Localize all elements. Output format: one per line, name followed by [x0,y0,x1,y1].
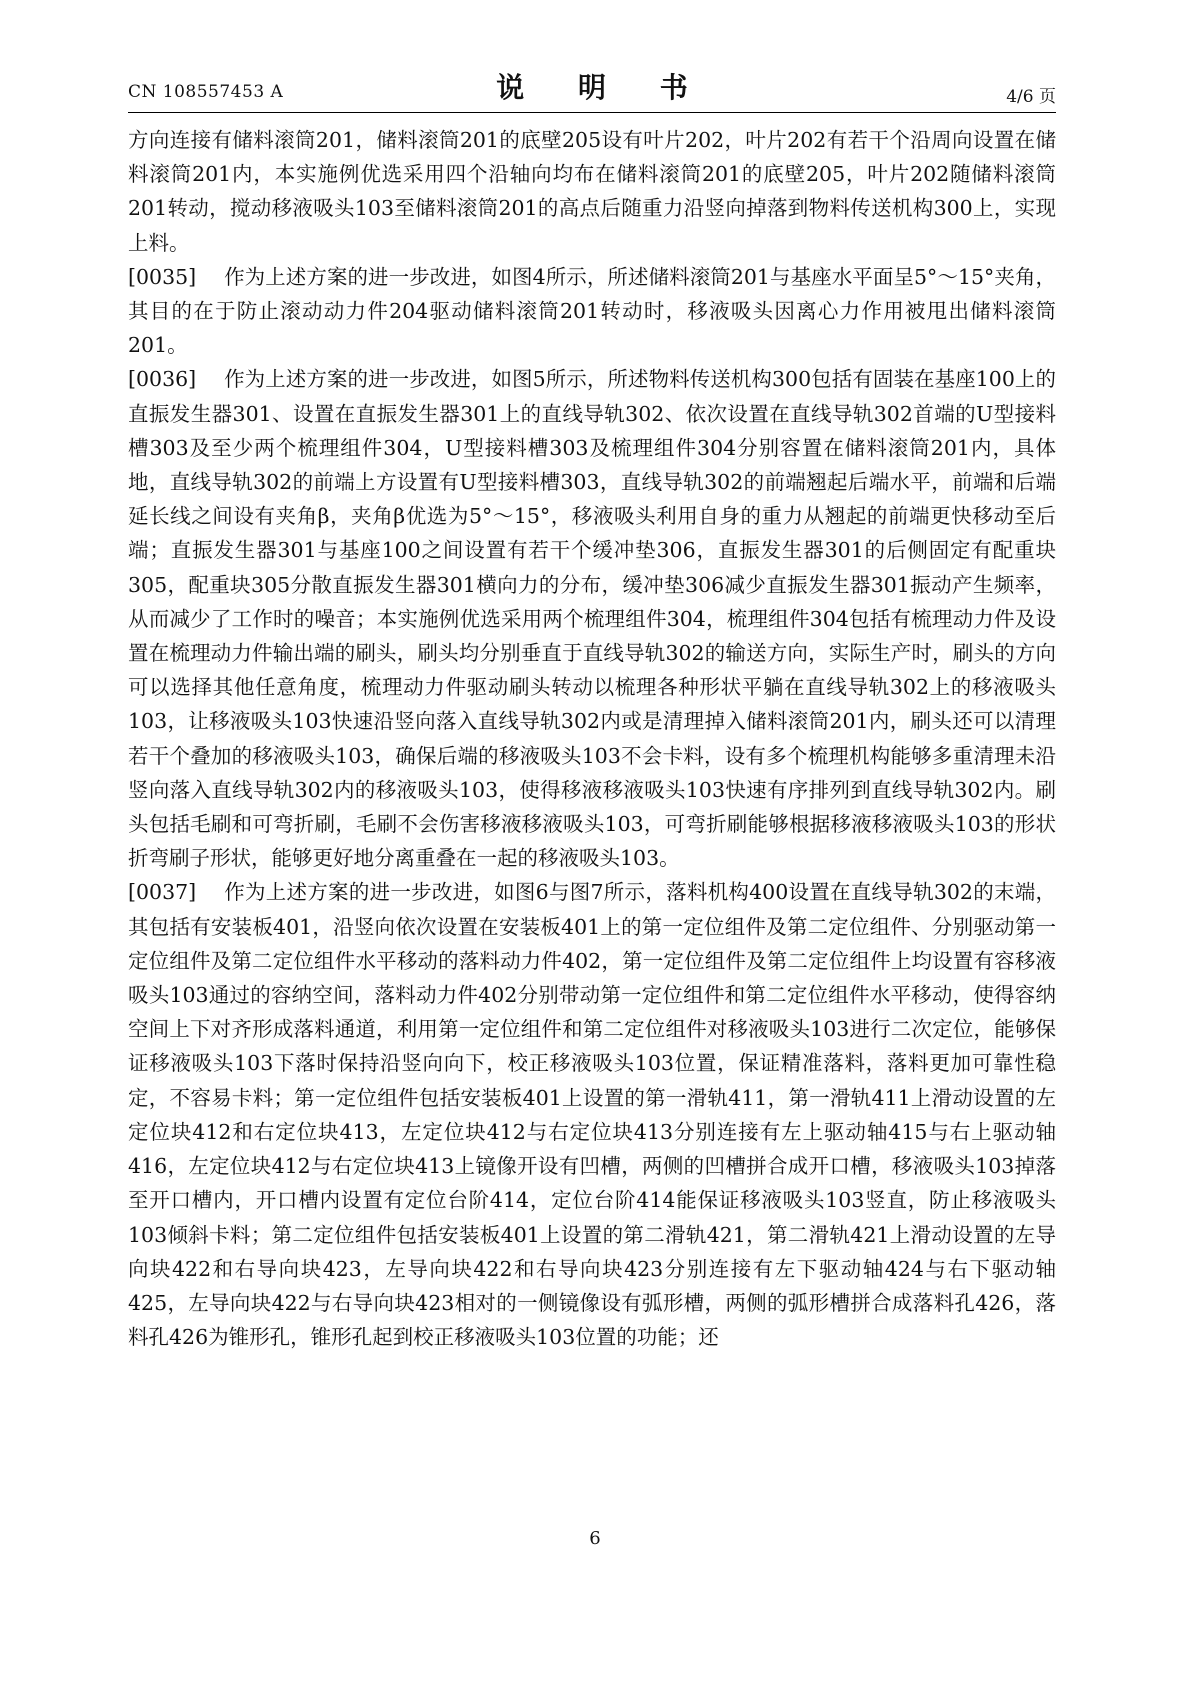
paragraph-text: 作为上述方案的进一步改进，如图5所示，所述物料传送机构300包括有固装在基座100上的直振发生器301、设置在直振发生器301上的直线导轨302、依次设置在直线导轨302首端的U型接料槽303及至少两个梳理组件304，U型接料槽303及梳理组件304分别容置在储料滚筒201内，具体地，直线导轨302的前端上方设置有U型接料槽303，直线导轨302的前端翘起后端水平，前端和后端延长线之间设有夹角β，夹角β优选为5°～15°，移液吸头利用自身的重力从翘起的前端更快移动至后端；直振发生器301与基座100之间设置有若干个缓冲垫306，直振发生器301的后侧固定有配重块305，配重块305分散直振发生器301横向力的分布，缓冲垫306减少直振发生器301振动产生频率，从而减少了工作时的噪音；本实施例优选采用两个梳理组件304，梳理组件304包括有梳理动力件及设置在梳理动力件输出端的刷头，刷头均分别垂直于直线导轨302的输送方向，实际生产时，刷头的方向可以选择其他任意角度，梳理动力件驱动刷头转动以梳理各种形状平躺在直线导轨302上的移液吸头103，让移液吸头103快速沿竖向落入直线导轨302内或是清理掉入储料滚筒201内，刷头还可以清理若干个叠加的移液吸头103，确保后端的移液吸头103不会卡料，设有多个梳理机构能够多重清理未沿竖向落入直线导轨302内的移液吸头103，使得移液移液吸头103快速有序排列到直线导轨302内。刷头包括毛刷和可弯折刷，毛刷不会伤害移液移液吸头103，可弯折刷能够根据移液移液吸头103的形状折弯刷子形状，能够更好地分离重叠在一起的移液吸头103。 [128,367,1056,871]
page-header [128,62,1056,110]
paragraph-number: [0036] [128,367,197,392]
document-title: 说 明 书 [496,71,710,104]
page-label: 4/6 页 [1006,87,1056,107]
paragraph-number: [0037] [128,880,197,905]
paragraph-continuation [128,123,1056,260]
paragraph-0036 [128,362,1056,875]
header-rule [128,112,1056,113]
document-body [128,123,1056,1354]
paragraph-0035 [128,260,1056,363]
paragraph-text: 作为上述方案的进一步改进，如图6与图7所示，落料机构400设置在直线导轨302的末端，其包括有安装板401，沿竖向依次设置在安装板401上的第一定位组件及第二定位组件、分别驱动第一定位组件及第二定位组件水平移动的落料动力件402，第一定位组件及第二定位组件上均设置有容移液吸头103通过的容纳空间，落料动力件402分别带动第一定位组件和第二定位组件水平移动，使得容纳空间上下对齐形成落料通道，利用第一定位组件和第二定位组件对移液吸头103进行二次定位，能够保证移液吸头103下落时保持沿竖向向下，校正移液吸头103位置，保证精准落料，落料更加可靠性稳定，不容易卡料；第一定位组件包括安装板401上设置的第一滑轨411，第一滑轨411上滑动设置的左定位块412和右定位块413，左定位块412与右定位块413分别连接有左上驱动轴415与右上驱动轴416，左定位块412与右定位块413上镜像开设有凹槽，两侧的凹槽拼合成开口槽，移液吸头103掉落至开口槽内，开口槽内设置有定位台阶414，定位台阶414能保证移液吸头103竖直，防止移液吸头103倾斜卡料；第二定位组件包括安装板401上设置的第二滑轨421，第二滑轨421上滑动设置的左导向块422和右导向块423，左导向块422和右导向块423分别连接有左下驱动轴424与右下驱动轴425，左导向块422与右导向块423相对的一侧镜像设有弧形槽，两侧的弧形槽拼合成落料孔426，落料孔426为锥形孔，锥形孔起到校正移液吸头103位置的功能；还 [128,880,1056,1350]
page-number: 6 [589,1528,601,1549]
patent-number: CN 108557453 A [128,82,284,102]
paragraph-text: 方向连接有储料滚筒201，储料滚筒201的底壁205设有叶片202，叶片202有若干个沿周向设置在储料滚筒201内，本实施例优选采用四个沿轴向均布在储料滚筒201的底壁205，叶片202随储料滚筒201转动，搅动移液吸头103至储料滚筒201的高点后随重力沿竖向掉落到物料传送机构300上，实现上料。 [128,128,1056,255]
paragraph-0037 [128,875,1056,1354]
paragraph-text: 作为上述方案的进一步改进，如图4所示，所述储料滚筒201与基座水平面呈5°～15°夹角，其目的在于防止滚动动力件204驱动储料滚筒201转动时，移液吸头因离心力作用被甩出储料滚筒201。 [128,264,1056,358]
paragraph-number: [0035] [128,264,197,289]
